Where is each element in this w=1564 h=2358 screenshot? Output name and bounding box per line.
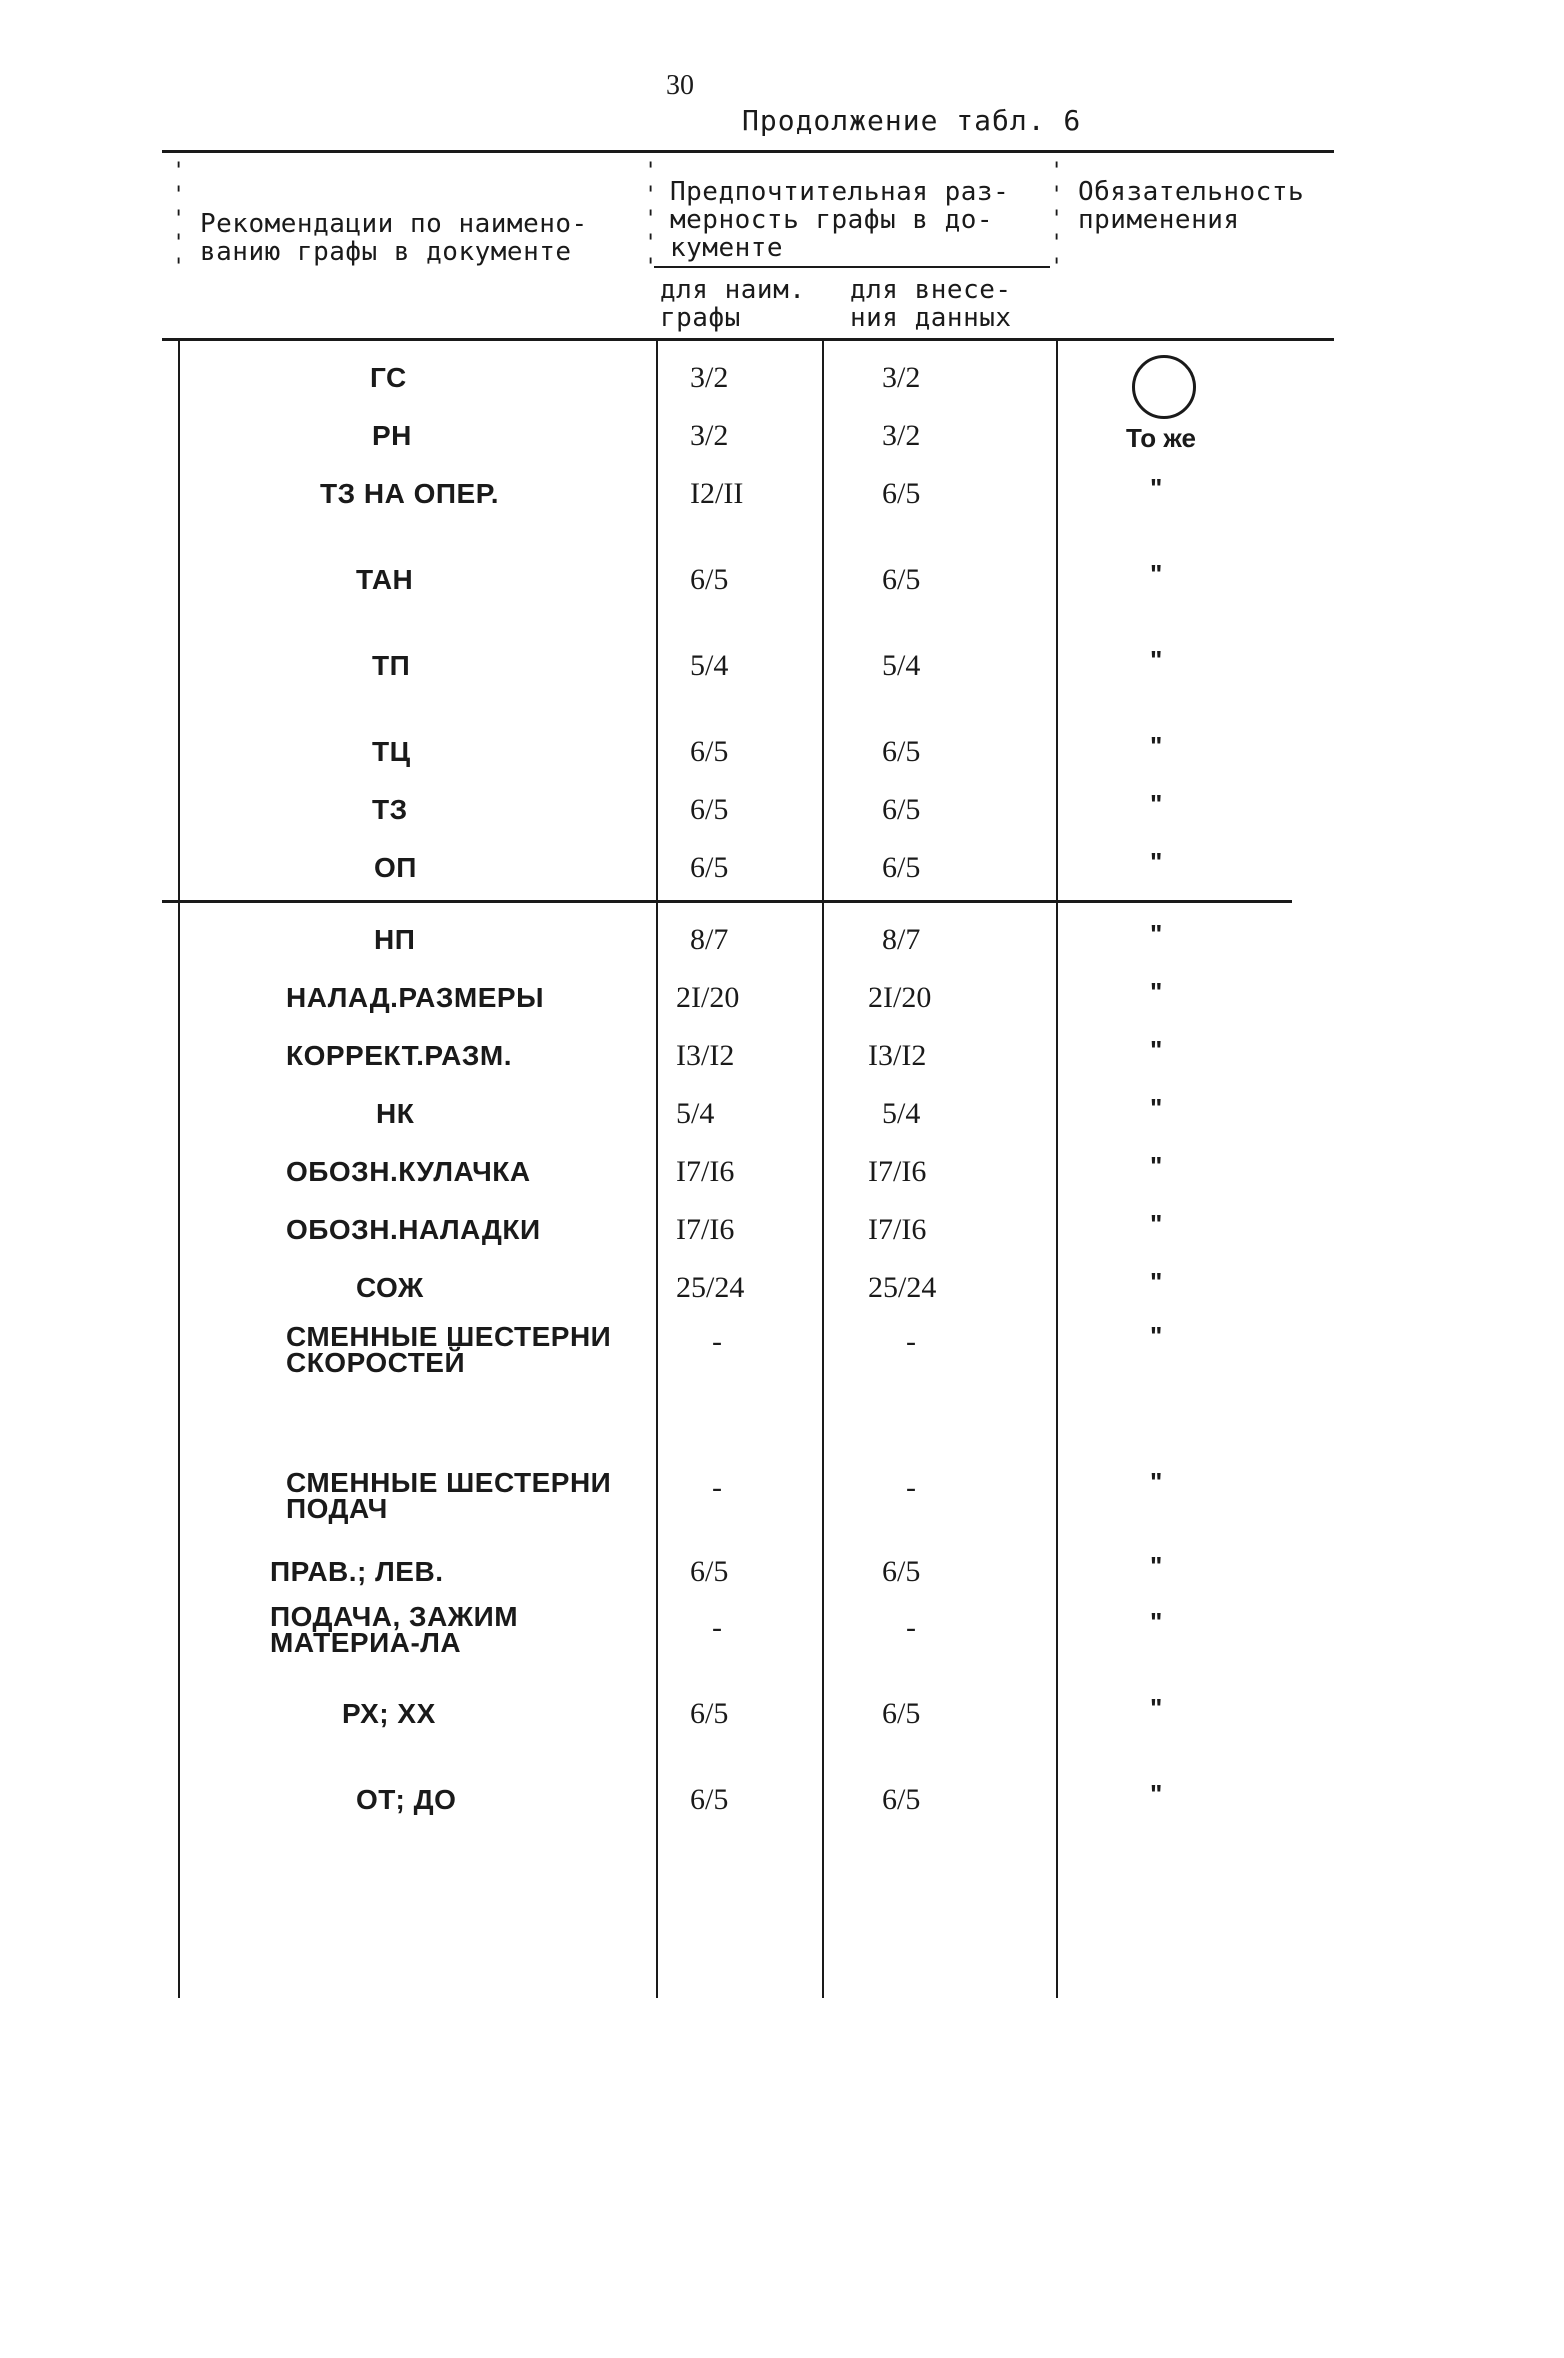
row-name: СМЕННЫЕ ШЕСТЕРНИ СКОРОСТЕЙ	[286, 1321, 612, 1378]
row-mandatory: "	[1150, 1607, 1163, 1637]
row-data-width: 5/4	[882, 1097, 921, 1130]
row-name: ТЗ НА ОПЕР.	[320, 478, 499, 509]
table-top-rule	[162, 150, 1334, 153]
row-data-width: 8/7	[882, 923, 921, 956]
column-line-1	[178, 338, 180, 1998]
row-name-width: 3/2	[690, 419, 729, 452]
row-name-width: 2I/20	[676, 981, 740, 1014]
row-name-width: 25/24	[676, 1271, 745, 1304]
row-name-width: 6/5	[690, 563, 729, 596]
row-name: ТАН	[356, 564, 414, 595]
row-mandatory: "	[1150, 473, 1163, 503]
row-mandatory: "	[1150, 1467, 1163, 1497]
row-name: ОБОЗН.КУЛАЧКА	[286, 1156, 531, 1187]
row-mandatory: "	[1150, 1209, 1163, 1239]
header-tick: ' ' ' ' '	[644, 159, 658, 280]
row-name-width: 5/4	[690, 649, 729, 682]
row-mandatory: "	[1150, 1267, 1163, 1297]
header-col-recommendations: Рекомендации по наимено- ванию графы в документе	[200, 209, 588, 267]
row-name-width: I2/II	[690, 477, 744, 510]
row-name: ГС	[370, 362, 407, 393]
header-col-mandatory: Обязательность применения	[1078, 177, 1305, 235]
header-col-dimension: Предпочтительная раз- мерность графы в до- кументе	[670, 177, 1010, 263]
row-name-width: I7/I6	[676, 1155, 735, 1188]
row-name: ОТ; ДО	[356, 1784, 457, 1815]
row-name-width: 5/4	[676, 1097, 715, 1130]
row-name-width: 6/5	[690, 1555, 729, 1588]
row-data-width: 6/5	[882, 1783, 921, 1816]
row-mandatory: То же	[1126, 423, 1196, 453]
row-name: СМЕННЫЕ ШЕСТЕРНИ ПОДАЧ	[286, 1467, 612, 1524]
row-mandatory: "	[1150, 1035, 1163, 1065]
row-data-width: -	[906, 1611, 916, 1644]
row-name-width: -	[712, 1471, 722, 1504]
row-data-width: 3/2	[882, 361, 921, 394]
table-continuation-label: Продолжение табл. 6	[742, 104, 1082, 137]
row-data-width: I7/I6	[868, 1155, 927, 1188]
row-data-width: 25/24	[868, 1271, 937, 1304]
column-line-3	[822, 338, 824, 1998]
row-name: РН	[372, 420, 412, 451]
header-tick: ' ' ' ' '	[1050, 159, 1064, 280]
row-data-width: 2I/20	[868, 981, 932, 1014]
row-data-width: 6/5	[882, 735, 921, 768]
row-name: ПРАВ.; ЛЕВ.	[270, 1556, 444, 1587]
row-data-width: 6/5	[882, 563, 921, 596]
row-name-width: I3/I2	[676, 1039, 735, 1072]
row-data-width: 6/5	[882, 1697, 921, 1730]
row-mandatory: "	[1150, 1693, 1163, 1723]
column-line-2	[656, 338, 658, 1998]
row-name: ОП	[374, 852, 417, 883]
column-line-4	[1056, 338, 1058, 1998]
row-name: НАЛАД.РАЗМЕРЫ	[286, 982, 544, 1013]
row-name: КОРРЕКТ.РАЗМ.	[286, 1040, 512, 1071]
row-data-width: -	[906, 1471, 916, 1504]
row-data-width: 3/2	[882, 419, 921, 452]
row-mandatory: "	[1150, 1093, 1163, 1123]
row-name: НП	[374, 924, 416, 955]
row-name-width: I7/I6	[676, 1213, 735, 1246]
row-mandatory: "	[1150, 1779, 1163, 1809]
row-name-width: 6/5	[690, 793, 729, 826]
row-data-width: I7/I6	[868, 1213, 927, 1246]
header-tick: ' ' ' ' '	[172, 159, 186, 280]
row-name-width: 8/7	[690, 923, 729, 956]
row-name-width: 6/5	[690, 1783, 729, 1816]
row-mandatory: "	[1150, 1151, 1163, 1181]
row-mandatory: "	[1150, 559, 1163, 589]
row-name: РХ; ХХ	[342, 1698, 436, 1729]
row-name: ОБОЗН.НАЛАДКИ	[286, 1214, 541, 1245]
row-name: ТЗ	[372, 794, 408, 825]
row-name-width: 3/2	[690, 361, 729, 394]
row-data-width: I3/I2	[868, 1039, 927, 1072]
row-name-width: -	[712, 1325, 722, 1358]
row-data-width: 6/5	[882, 793, 921, 826]
row-name: ПОДАЧА, ЗАЖИМ МАТЕРИА-ЛА	[270, 1601, 519, 1658]
row-mandatory: "	[1150, 731, 1163, 761]
row-mandatory: "	[1150, 977, 1163, 1007]
row-name-width: -	[712, 1611, 722, 1644]
row-data-width: 6/5	[882, 1555, 921, 1588]
group-separator-rule	[162, 900, 1292, 903]
row-name-width: 6/5	[690, 1697, 729, 1730]
row-data-width: 5/4	[882, 649, 921, 682]
row-name-width: 6/5	[690, 851, 729, 884]
row-mandatory: "	[1150, 1551, 1163, 1581]
page-number: 30	[666, 70, 694, 101]
row-mandatory: "	[1150, 1321, 1163, 1351]
row-data-width: 6/5	[882, 477, 921, 510]
row-name-width: 6/5	[690, 735, 729, 768]
row-name: НК	[376, 1098, 415, 1129]
header-subcol-data: для внесе- ния данных	[850, 275, 1012, 333]
row-name: ТП	[372, 650, 411, 681]
subheader-rule	[654, 266, 1050, 268]
row-mandatory: "	[1150, 919, 1163, 949]
row-mandatory: "	[1150, 645, 1163, 675]
row-data-width: 6/5	[882, 851, 921, 884]
row-mandatory: "	[1150, 847, 1163, 877]
row-data-width: -	[906, 1325, 916, 1358]
header-bottom-rule	[162, 338, 1334, 341]
header-subcol-name: для наим. графы	[660, 275, 806, 333]
row-name: СОЖ	[356, 1272, 424, 1303]
row-name: ТЦ	[372, 736, 411, 767]
row-mandatory: "	[1150, 789, 1163, 819]
circle-symbol-icon	[1132, 355, 1196, 419]
